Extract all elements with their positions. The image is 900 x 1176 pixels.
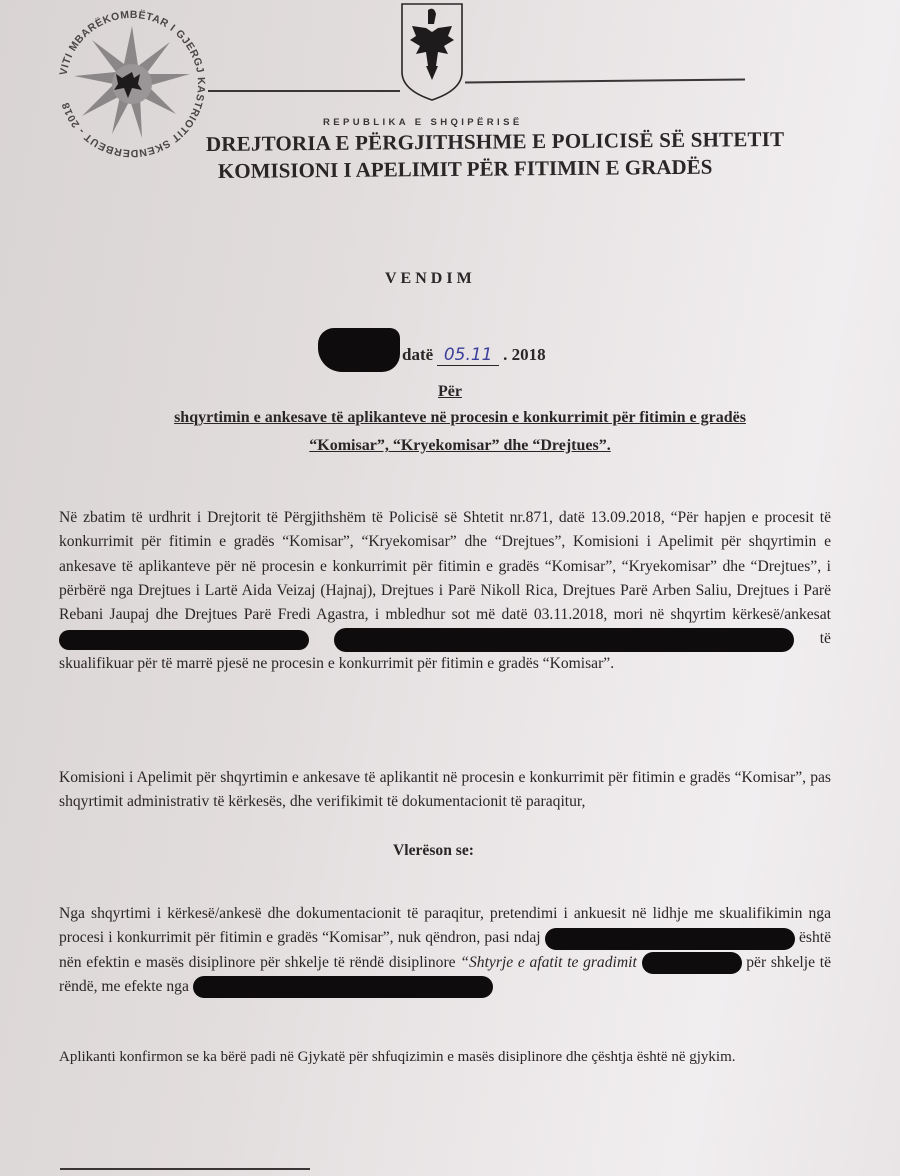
paragraph-court-case: Aplikanti konfirmon se ka bërë padi në Gjykatë për shfuqizimin e masës disiplinore dhe çështja është në gjykim. [59,1049,736,1065]
finding-measure-italic: “Shtyrje e afatit te gradimit [460,953,637,971]
paragraph-finding [59,902,831,999]
finding-text-1: Nga shqyrtimi i kërkesë/ankesë dhe dokumentacionit të paraqitur, pretendimi i ankuesit në lidhje me skualifikimin nga procesi i konkurrimit për fitimin e gradës “Komisar”, nuk qëndron, pasi ndaj [59,905,831,947]
handwritten-date: 05.11 [437,345,499,366]
albanian-eagle-crest-icon [400,2,464,102]
date-year: . 2018 [503,345,546,364]
footer-rule [60,1168,310,1170]
subject-per: Për [438,383,462,400]
finds-heading: Vlerëson se: [393,842,474,859]
paragraph-preamble [59,506,831,676]
redacted-decision-number [318,328,400,372]
svg-text:VITI MBARËKOMBËTAR I GJERGJ KA: VITI MBARËKOMBËTAR I GJERGJ KASTRIOTIT SKENDERBEUT - 2018 [57,8,208,160]
republic-label: REPUBLIKA E SHQIPËRISË [323,117,523,128]
finding-text-3: për shkelje të rëndë, me efekte nga [59,953,831,995]
decision-title: VENDIM [385,270,476,287]
police-star-seal-icon [52,4,212,164]
header-rule-left [208,90,400,92]
redacted-applicant-names [59,630,309,650]
paragraph-review: Komisioni i Apelimit për shqyrtimin e ankesave të aplikantit në procesin e konkurrimit për fitimin e gradës “Komisar”, pas shqyrtimit administrativ të kërkesës, dhe verifikimit të dokumentacionit të paraqitur, [59,769,831,811]
redacted-effective-date [193,976,493,998]
date-label: datë [402,345,434,364]
preamble-text: Në zbatim të urdhrit i Drejtorit të Përgjithshëm të Policisë së Shtetit nr.871, datë 13.09.2018, “Për hapjen e procesit të konkurrimit për fitimin e gradës “Komisar”, “Kryekomisar” dhe “Drejtues”, Komisioni i Apelimit për shqyrtimin e ankesave të aplikanteve për në procesin e konkurrimit për fitimin e gradës “Komisar”, “Kryekomisar” dhe “Drejtues”, i përbërë nga Drejtues i Lartë Aida Veizaj (Hajnaj), Drejtues i Parë Nikoll Rica, Drejtues Parë Arben Saliu, Drejtues i Parë Rebani Jaupaj dhe Drejtues Parë Fredi Agastra, i mbledhur sot më datë 03.11.2018, mori në shqyrtim kërkesë/ankesat [59,509,831,624]
redacted-applicant-names-2 [334,628,794,652]
finding-text-2: është nën efektin e masës disiplinore për shkelje të rëndë disiplinore [59,929,831,971]
subject-heading [60,404,860,460]
department-title: DREJTORIA E PËRGJITHSHME E POLICISË SË SHTETIT [205,126,785,156]
decision-date-line [318,316,546,366]
preamble-text-end: të skualifikuar për të marrë pjesë ne procesin e konkurrimit për fitimin e gradës “Komisar”. [59,630,831,672]
subject-line-1: shqyrtimin e ankesave të aplikanteve në procesin e konkurrimit për fitimin e gradës [174,409,746,426]
redacted-applicant-name [545,928,795,950]
redacted-measure-detail [642,952,742,974]
subject-line-2: “Komisar”, “Kryekomisar” dhe “Drejtues”. [309,437,611,454]
header-rule-right [465,79,745,84]
commission-title: KOMISIONI I APELIMIT PËR FITIMIN E GRADËS [217,154,713,183]
